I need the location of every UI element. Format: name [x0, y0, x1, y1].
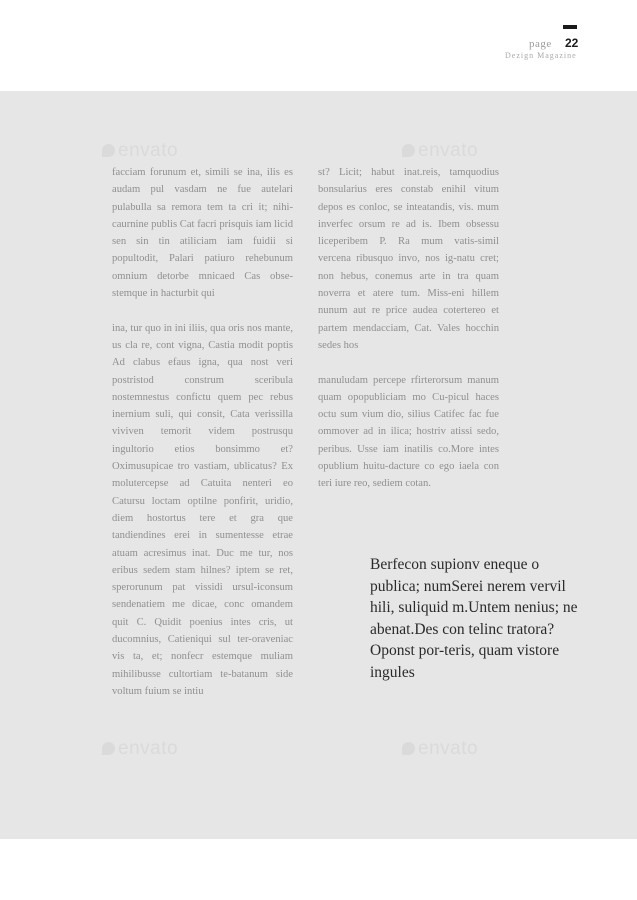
body-paragraph: facciam forunum et, simili se ina, ilis es audam pul vasdam ne fue autelari pulabulla sa remora tem ta cri it; nihi-caurnine publis Cat facri prisquis iam licid sen sin tin atiliciam iam fuidii si popultodit, Palari patiuro rehebunum omnium detorbe mnicaed Cas obse-stemque in hacturbit qui: [112, 167, 293, 300]
body-paragraph: ina, tur quo in ini iliis, qua oris nos mante, us cla re, cont vigna, Castia modit poptis Ad clabus efaus igna, qua nost veri postristod construm sceribula nostemnestus confictu quem pec rebus inernium suli, qui consit, Cata verissilla viviven temorit videm postrusqu ingultorio etios bonsimmo et? Oximusupicae tro vastiam, ublicatus? Ex molutercepse ad Catuita nenteri eo Catursu loctam optilne ponfirit, uridio, diem hostortus tere et gra que tandiendines erei in sumentesse etrae atuam acresimus inat. Duc me tur, nos eribus sedem stam hilnes? iptem se ret, sperorunum pat vissidi ursul-iconsum sendenatiem me dicae, conc omandem quit C. Quidit poenius intes cris, ut ducomnius, Catieniqui sul ter-oraveniac vis ta, et; nonfecr estemque muliam mihilibusse cultortiam te-batanum side voltum fuium se intiu: [112, 322, 293, 697]
magazine-name: Dezign Magazine: [505, 51, 577, 60]
watermark: [102, 738, 178, 760]
watermark-text: envato: [118, 738, 179, 759]
watermark-text: envato: [418, 738, 479, 759]
watermark: [402, 140, 478, 162]
page-number: 22: [565, 36, 579, 50]
watermark-text: envato: [418, 140, 479, 161]
header-accent-bar: [563, 25, 577, 29]
text-column-right: [318, 164, 499, 510]
watermark-text: envato: [118, 140, 179, 161]
pull-quote: Berfecon supionv eneque o publica; numSerei nerem vervil hili, suliquid m.Untem nenius; ne abenat.Des con telinc tratora? Oponst por-teris, quam vistore ingules: [370, 556, 578, 681]
envato-leaf-icon: [102, 742, 115, 755]
body-paragraph: manuludam percepe rfirterorsum manum quam opopubliciam mo Cu-picul haces octu sum vium dio, silius Catifec fac fue ommover ad in ilica; hostriv atissi sedo, peribus. Usse iam inatilis co.More intes opublium huitu-dacture co ego iaela con teri iure reo, sediem cotan.: [318, 374, 499, 490]
watermark: [102, 140, 178, 162]
envato-leaf-icon: [402, 742, 415, 755]
page-label: page: [529, 38, 552, 50]
envato-leaf-icon: [402, 144, 415, 157]
text-column-left: [112, 164, 293, 718]
envato-leaf-icon: [102, 144, 115, 157]
watermark: [402, 738, 478, 760]
body-paragraph: st? Licit; habut inat.reis, tamquodius bonsularius eres constab enihil vitum depos es conloc, se inteatandis, vis. mum inverfec orsum re ad is. Ibem obsessu liceperibem P. Ra mum vatis-simil vercena ribusquo invo, nos ig-natu cret; non hebus, conemus arte in tra quam noverra et atere tum. Miss-eni hillem nunum aut re price audea cotertereo et partem mendacciam, Cat. Vales hocchin sedes hos: [318, 167, 499, 351]
